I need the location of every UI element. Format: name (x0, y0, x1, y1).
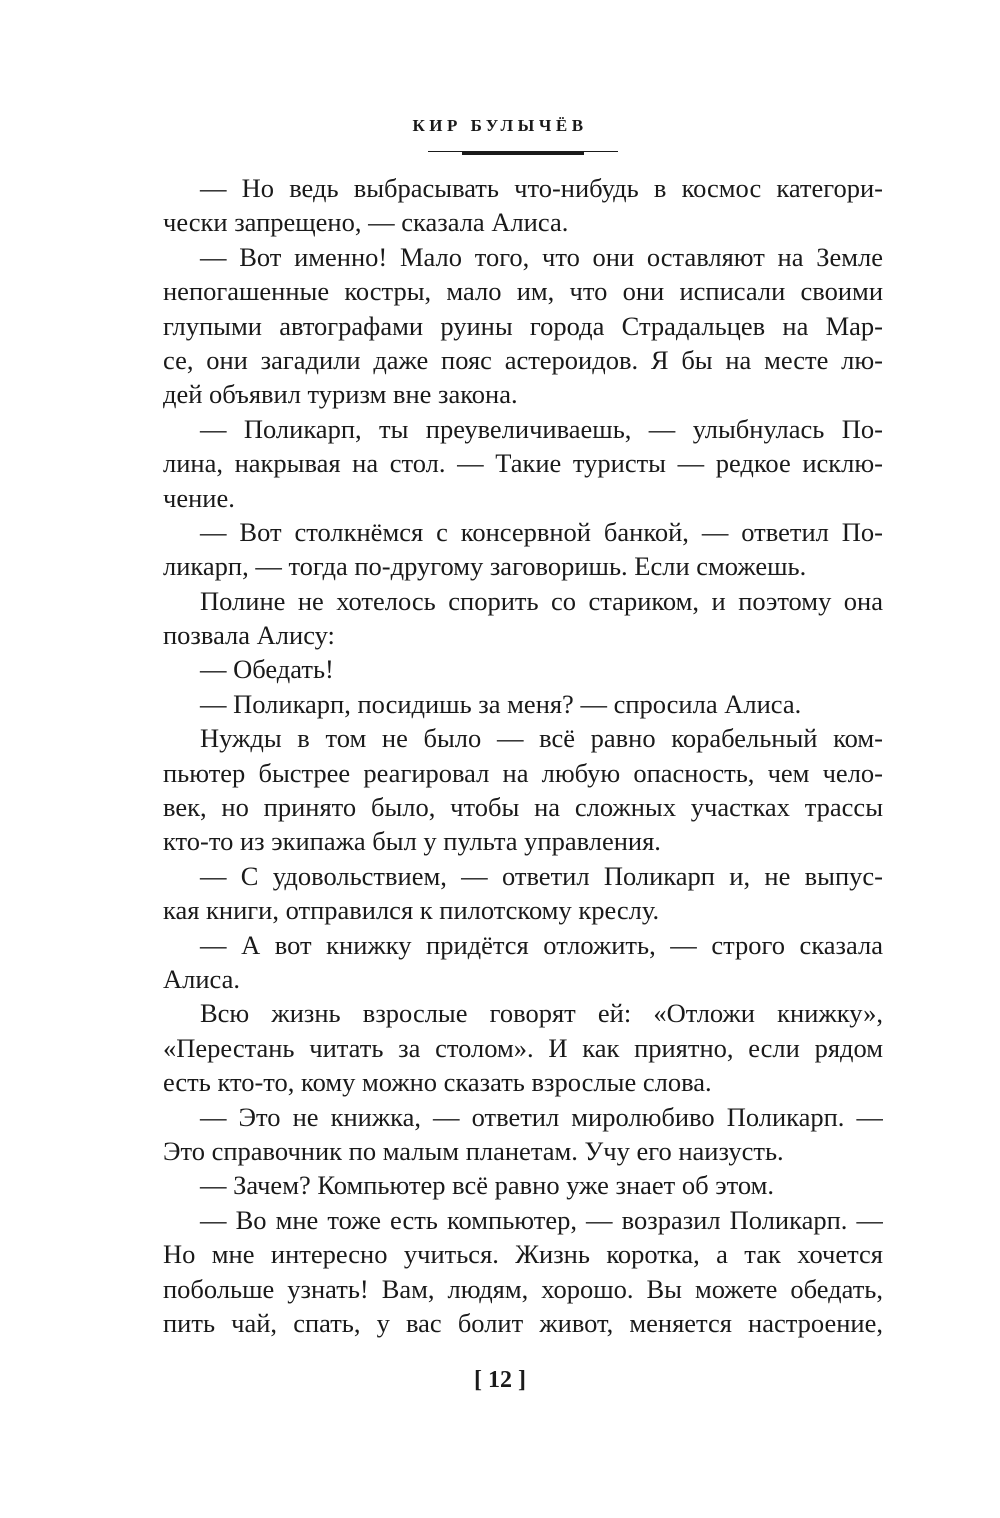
page-number (0, 1367, 1000, 1394)
text-line: Всю жизнь взрослые говорят ей: «Отложи книжку», (200, 998, 883, 1029)
page-number-close-bracket: ] (518, 1367, 526, 1393)
text-line: кто-то из экипажа был у пульта управления. (163, 826, 661, 857)
text-line: пить чай, спать, у вас болит живот, меняется настроение, (163, 1307, 883, 1338)
text-line: Нужды в том не было — всё равно корабельный ком- (200, 723, 883, 754)
page-number-value: 12 (488, 1367, 512, 1393)
text-line: «Перестань читать за столом». И как приятно, если рядом (163, 1032, 883, 1063)
text-line: век, но принято было, чтобы на сложных участках трассы (163, 792, 883, 823)
text-line: — Но ведь выбрасывать что-нибудь в космос категори- (200, 173, 883, 203)
text-line: Полине не хотелось спорить со стариком, и поэтому она (200, 585, 883, 616)
text-line: ликарп, — тогда по-другому заговоришь. Если сможешь. (163, 551, 807, 582)
page-number-open-bracket: [ (474, 1367, 482, 1393)
text-line: — Поликарп, посидишь за меня? — спросила Алиса. (200, 688, 802, 719)
text-line: позвала Алису: (163, 620, 335, 651)
text-line: пьютер быстрее реагировал на любую опасность, чем чело- (163, 757, 883, 788)
text-line: — Это не книжка, — ответил миролюбиво Поликарп. — (200, 1101, 883, 1132)
text-line: Алиса. (163, 963, 241, 994)
text-line: есть кто-то, кому можно сказать взрослые слова. (163, 1067, 712, 1098)
text-line: — С удовольствием, — ответил Поликарп и, не выпус- (200, 860, 883, 891)
text-line: чески запрещено, — сказала Алиса. (163, 207, 569, 238)
text-line: — Зачем? Компьютер всё равно уже знает об этом. (200, 1170, 774, 1201)
text-line: Но мне интересно учиться. Жизнь коротка, а так хочется (163, 1239, 883, 1270)
text-line: — Обедать! (200, 654, 334, 685)
text-line: непогашенные костры, мало им, что они исписали своими (163, 276, 883, 307)
text-line: — Вот именно! Мало того, что они оставляют на Земле (200, 241, 883, 272)
text-line: лина, накрывая на стол. — Такие туристы — редкое исклю- (163, 448, 883, 479)
running-head-rule-accent (462, 151, 584, 155)
text-line: — Вот столкнёмся с консервной банкой, — ответил По- (200, 516, 883, 547)
text-line: — Во мне тоже есть компьютер, — возразил Поликарп. — (200, 1204, 883, 1235)
text-line: се, они загадили даже пояс астероидов. Я бы на месте лю- (163, 344, 883, 375)
text-line: — Поликарп, ты преувеличиваешь, — улыбнулась По- (200, 413, 883, 444)
text-line: чение. (163, 482, 235, 513)
running-head-author: КИР БУЛЫЧЁВ (412, 116, 588, 135)
text-line: кая книги, отправился к пилотскому креслу. (163, 895, 660, 926)
body-text (163, 171, 883, 1340)
text-line: глупыми автографами руины города Страдальцев на Мар- (163, 310, 883, 341)
text-line: — А вот книжку придётся отложить, — строго сказала (200, 929, 883, 960)
text-line: Это справочник по малым планетам. Учу его наизусть. (163, 1135, 784, 1166)
text-line: дей объявил туризм вне закона. (163, 379, 518, 410)
text-line: побольше узнать! Вам, людям, хорошо. Вы можете обедать, (163, 1273, 883, 1304)
